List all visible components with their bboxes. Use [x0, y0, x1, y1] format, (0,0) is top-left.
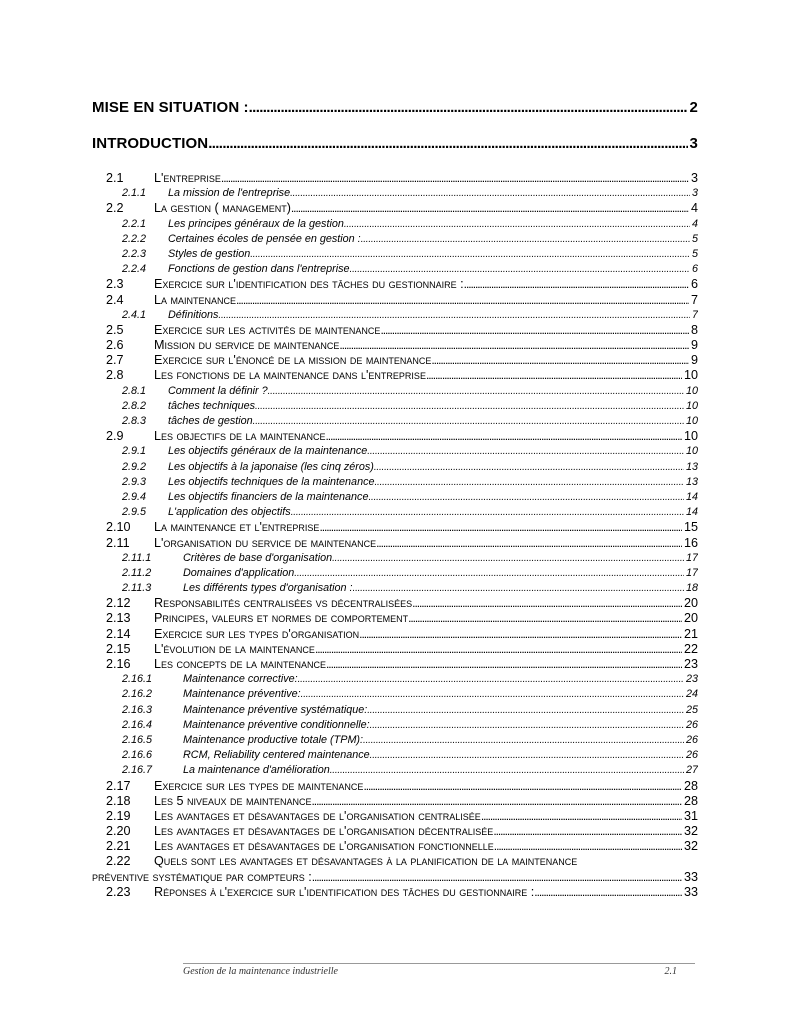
toc-entry-number: 2.16.6	[122, 749, 153, 762]
toc-leader-dots	[301, 687, 684, 702]
footer-page-number: 2.1	[664, 966, 677, 977]
toc-entry	[92, 794, 698, 809]
toc-entry-page: 32	[683, 824, 698, 839]
toc-leader-dots	[332, 551, 684, 566]
toc-subentry	[92, 308, 698, 323]
toc-leader-dots	[208, 135, 687, 152]
toc-entry-title: Les objectifs généraux de la maintenance	[168, 445, 368, 458]
toc-entry-title: Les objectifs financiers de la maintenance	[168, 490, 369, 503]
toc-entry-number: 2.9.2	[122, 460, 147, 473]
toc-leader-dots	[298, 672, 684, 687]
footer-title: Gestion de la maintenance industrielle	[183, 966, 338, 977]
toc-subentry	[92, 460, 698, 475]
toc-leader-dots	[344, 217, 690, 232]
toc-entry-page: 10	[685, 399, 698, 412]
toc-leader-dots	[374, 475, 684, 490]
toc-entry-top	[92, 135, 698, 159]
toc-entry	[92, 368, 698, 383]
toc-leader-dots	[339, 338, 689, 353]
toc-entry-title: Les avantages et désavantages de l'organisation décentralisée	[154, 824, 494, 839]
toc-entry-page: 26	[685, 749, 698, 762]
toc-subentry	[92, 748, 698, 763]
toc-entry-page: 20	[683, 611, 698, 626]
toc-entry-title: Comment la définir ?	[168, 384, 268, 397]
table-of-contents	[92, 96, 698, 900]
toc-entry-number: 2.9.1	[122, 445, 147, 458]
toc-entry-page: 17	[685, 551, 698, 564]
toc-entry-number: 2.9.3	[122, 475, 147, 488]
toc-leader-dots	[481, 809, 682, 824]
toc-entry-number: 2.9.5	[122, 506, 147, 519]
toc-entry-title: Les objectifs de la maintenance	[154, 429, 326, 444]
toc-entry	[92, 201, 698, 216]
toc-entry-page: 10	[685, 445, 698, 458]
toc-subentry	[92, 763, 698, 778]
toc-leader-dots	[370, 748, 684, 763]
toc-entry-number: 2.12	[106, 596, 131, 611]
toc-entry-page: 4	[690, 201, 698, 216]
toc-entry-title: tâches de gestion	[168, 415, 253, 427]
toc-leader-dots	[363, 733, 684, 748]
toc-entry-page: 18	[685, 582, 698, 595]
toc-entry-page: 10	[685, 415, 698, 427]
toc-entry	[92, 809, 698, 824]
toc-entry-number: 2.21	[106, 839, 131, 854]
toc-leader-dots	[236, 293, 689, 308]
toc-entry-title: Exercice sur l'identification des tâches du gestionnaire :	[154, 277, 464, 292]
toc-leader-dots	[315, 642, 682, 657]
toc-entry-number: 2.14	[106, 626, 131, 641]
toc-subentry	[92, 217, 698, 232]
toc-entry-page: 3	[689, 135, 698, 152]
toc-entry-number: 2.11.2	[122, 566, 152, 579]
toc-entry-page: 7	[691, 308, 698, 321]
toc-leader-dots	[255, 399, 684, 414]
toc-entry-page: 5	[691, 232, 698, 245]
toc-entry-number: 2.20	[106, 824, 131, 839]
toc-entry-number: 2.4	[106, 292, 124, 307]
toc-entry-page: 23	[683, 657, 698, 671]
toc-entry-title: La mission de l'entreprise	[168, 187, 291, 200]
toc-entry-page: 13	[685, 475, 698, 488]
toc-entry-number: 2.2.3	[122, 247, 147, 260]
toc-entry-page: 31	[683, 808, 698, 823]
toc-entry-number: 2.16.3	[122, 703, 153, 716]
toc-subentry	[92, 232, 698, 247]
toc-entry-title: L'évolution de la maintenance	[154, 641, 315, 656]
toc-entry-title: MISE EN SITUATION :	[92, 99, 249, 116]
toc-entry-title: Les avantages et désavantages de l'organisation centralisée	[154, 808, 481, 823]
toc-leader-dots	[319, 520, 682, 535]
toc-entry-page: 26	[685, 733, 698, 746]
toc-entry-page: 14	[685, 506, 698, 519]
toc-subentry	[92, 414, 698, 429]
toc-entry	[92, 596, 698, 611]
toc-subentry	[92, 566, 698, 581]
toc-leader-dots	[326, 657, 682, 672]
toc-entry-page: 33	[683, 869, 698, 884]
toc-entry-page: 15	[683, 520, 698, 535]
toc-entry	[92, 338, 698, 353]
toc-leader-dots	[290, 186, 690, 201]
toc-leader-dots	[249, 99, 688, 116]
toc-entry-page: 26	[685, 718, 698, 731]
toc-entry-number: 2.16.5	[122, 733, 153, 746]
toc-leader-dots	[367, 444, 684, 459]
toc-entry	[92, 353, 698, 368]
toc-entry	[92, 824, 698, 839]
toc-entry-page: 13	[685, 460, 698, 473]
toc-entry	[92, 627, 698, 642]
toc-entry-page: 3	[691, 187, 698, 200]
toc-entry-title: La gestion ( management)	[154, 201, 291, 216]
toc-entry-page: 6	[690, 277, 698, 292]
toc-entry-title: L'entreprise	[154, 171, 221, 185]
toc-entry	[92, 885, 698, 900]
toc-entry-number: 2.15	[106, 641, 131, 656]
toc-entry-title: Les 5 niveaux de maintenance	[154, 793, 312, 808]
toc-entry-number: 2.11	[106, 535, 130, 550]
toc-entry-number: 2.23	[106, 884, 131, 899]
toc-entry-title: Les principes généraux de la gestion	[168, 217, 344, 230]
toc-entry-title: Critères de base d'organisation	[183, 551, 333, 564]
toc-entry-title: Principes, valeurs et normes de comportement	[154, 611, 409, 626]
toc-entry-title: Maintenance préventive:	[183, 688, 301, 701]
toc-entry-title: Exercice sur les types d'organisation	[154, 626, 360, 641]
toc-entry-title: Maintenance corrective:	[183, 673, 298, 686]
toc-entry-number: 2.6	[106, 338, 124, 353]
toc-entry-title: Les objectifs techniques de la maintenance	[168, 475, 375, 488]
toc-leader-dots	[426, 368, 682, 383]
toc-entry-number: 2.10	[106, 520, 131, 535]
toc-leader-dots	[291, 505, 684, 520]
toc-entry-number: 2.18	[106, 793, 131, 808]
toc-entry-title: L'organisation du service de maintenance	[154, 535, 377, 550]
toc-entry-title: Les objectifs à la japonaise (les cinq zéros)	[168, 460, 374, 473]
toc-entry	[92, 839, 698, 854]
toc-leader-dots	[431, 353, 689, 368]
toc-leader-dots	[291, 201, 689, 216]
toc-leader-dots	[368, 490, 684, 505]
toc-entry-page: 9	[690, 353, 698, 368]
toc-entry-number: 2.16.1	[122, 673, 153, 686]
toc-entry-title: L'application des objectifs	[168, 506, 291, 519]
toc-entry-title: Les différents types d'organisation :	[183, 582, 353, 595]
toc-entry-title: Maintenance préventive conditionnelle:	[183, 718, 370, 731]
toc-entry	[92, 642, 698, 657]
toc-entry-number: 2.2.2	[122, 232, 147, 245]
toc-entry-number: 2.1.1	[122, 187, 147, 200]
toc-entry-number: 2.2.4	[122, 263, 147, 276]
toc-leader-dots	[464, 277, 689, 292]
toc-entry-page: 23	[685, 673, 698, 686]
toc-entry-page: 22	[683, 641, 698, 656]
toc-entry-title: Styles de gestion	[168, 247, 251, 260]
toc-leader-dots	[374, 460, 684, 475]
toc-entry-page: 20	[683, 596, 698, 611]
toc-leader-dots	[353, 581, 684, 596]
toc-entry-page: 27	[685, 764, 698, 777]
toc-subentry	[92, 186, 698, 201]
toc-entry-number: 2.2	[106, 201, 124, 216]
toc-entry-page: 10	[685, 384, 698, 397]
toc-leader-dots	[326, 429, 682, 444]
toc-entry-page: 8	[690, 322, 698, 337]
page-footer	[183, 963, 695, 977]
toc-leader-dots	[253, 414, 684, 429]
toc-entry-number: 2.5	[106, 322, 124, 337]
toc-entry-number: 2.2.1	[122, 217, 147, 230]
toc-entry	[92, 520, 698, 535]
toc-leader-dots	[370, 718, 684, 733]
toc-entry-title: Maintenance productive totale (TPM):	[183, 733, 364, 746]
toc-subentry	[92, 581, 698, 596]
toc-entry-title: La maintenance et l'entreprise	[154, 520, 320, 535]
toc-entry-title: INTRODUCTION	[92, 135, 209, 152]
toc-entry-page: 14	[685, 490, 698, 503]
toc-entry-title: Définitions	[168, 308, 219, 321]
toc-subentry	[92, 703, 698, 718]
toc-entry-page: 21	[683, 626, 698, 641]
toc-entry-page: 10	[683, 429, 698, 444]
toc-entry-title: Les fonctions de la maintenance dans l'entreprise	[154, 368, 426, 383]
toc-entry-page: 7	[690, 292, 698, 307]
toc-entry-number: 2.4.1	[122, 308, 147, 321]
toc-entry	[92, 779, 698, 794]
toc-leader-dots	[363, 779, 682, 794]
toc-leader-dots	[494, 839, 682, 854]
toc-entry-page: 28	[683, 793, 698, 808]
toc-entry	[92, 323, 698, 338]
toc-subentry	[92, 384, 698, 399]
toc-entry-title: Certaines écoles de pensée en gestion :	[168, 232, 361, 245]
toc-entry-title: La maintenance	[154, 292, 237, 307]
toc-entry-title: Domaines d'application	[183, 566, 295, 579]
toc-subentry	[92, 551, 698, 566]
toc-entry-number: 2.13	[106, 611, 131, 626]
toc-leader-dots	[250, 247, 690, 262]
toc-subentry	[92, 718, 698, 733]
toc-entry-number: 2.19	[106, 808, 131, 823]
toc-leader-dots	[359, 627, 682, 642]
toc-subentry	[92, 444, 698, 459]
toc-entry-number: 2.8.2	[122, 399, 147, 412]
toc-entry-page: 28	[683, 778, 698, 793]
toc-entry-page: 17	[685, 566, 698, 579]
toc-leader-dots	[350, 262, 690, 277]
toc-entry-number: 2.16.7	[122, 764, 153, 777]
toc-entry-page: 25	[685, 703, 698, 716]
toc-entry	[92, 293, 698, 308]
toc-entry-page: 5	[691, 247, 698, 260]
toc-leader-dots	[376, 536, 682, 551]
toc-entry-title: Les concepts de la maintenance	[154, 657, 327, 671]
toc-leader-dots	[312, 794, 682, 809]
toc-subentry	[92, 262, 698, 277]
toc-entry-number: 2.9.4	[122, 490, 147, 503]
toc-entry-page: 32	[683, 839, 698, 854]
toc-leader-dots	[367, 703, 684, 718]
toc-entry-page: 24	[685, 688, 698, 701]
toc-leader-dots	[218, 308, 690, 323]
toc-entry-title: Les avantages et désavantages de l'organisation fonctionnelle	[154, 839, 494, 854]
toc-entry-number: 2.16	[106, 657, 131, 671]
toc-entry-page: 6	[691, 263, 698, 276]
toc-entry-number: 2.22	[106, 854, 131, 869]
toc-entry	[92, 429, 698, 444]
toc-entry	[92, 657, 698, 672]
toc-leader-dots	[380, 323, 689, 338]
toc-entry-number: 2.3	[106, 277, 124, 292]
toc-leader-dots	[361, 232, 690, 247]
toc-entry-number: 2.7	[106, 353, 124, 368]
toc-entry-title: La maintenance d'amélioration	[183, 764, 330, 777]
toc-subentry	[92, 475, 698, 490]
toc-entry-page: 3	[690, 171, 698, 185]
toc-entry	[92, 536, 698, 551]
toc-entry-number: 2.16.2	[122, 688, 153, 701]
toc-entry-wrapped-line2	[92, 870, 698, 885]
toc-leader-dots	[330, 763, 684, 778]
toc-entry-page: 9	[690, 338, 698, 353]
toc-leader-dots	[312, 870, 682, 885]
toc-entry	[92, 171, 698, 186]
toc-subentry	[92, 505, 698, 520]
toc-entry-number: 2.8	[106, 368, 124, 383]
toc-entry-number: 2.11.1	[122, 551, 152, 564]
toc-entry-title: Réponses à l'exercice sur l'identification des tâches du gestionnaire :	[154, 884, 535, 899]
toc-entry-title: Exercice sur les types de maintenance	[154, 778, 364, 793]
toc-subentry	[92, 687, 698, 702]
toc-entry	[92, 611, 698, 626]
toc-entry-wrapped-line1	[92, 854, 698, 869]
toc-entry-page: 2	[689, 99, 698, 116]
toc-entry-title: Quels sont les avantages et désavantages à la planification de la maintenance	[154, 854, 578, 869]
toc-entry-page: 4	[691, 217, 698, 230]
toc-entry-title: tâches techniques	[168, 399, 256, 412]
toc-subentry	[92, 247, 698, 262]
toc-entry-number: 2.8.1	[122, 384, 147, 397]
toc-subentry	[92, 399, 698, 414]
toc-entry-number: 2.16.4	[122, 718, 153, 731]
toc-entry-title: Mission du service de maintenance	[154, 338, 340, 353]
toc-entry-page: 33	[683, 884, 698, 899]
toc-entry-top	[92, 99, 698, 123]
toc-entry-title: Responsabilités centralisées vs décentralisées	[154, 596, 413, 611]
toc-subentry	[92, 733, 698, 748]
toc-entry-number: 2.9	[106, 429, 124, 444]
toc-entry-number: 2.8.3	[122, 415, 147, 427]
toc-subentry	[92, 490, 698, 505]
toc-leader-dots	[493, 824, 682, 839]
toc-entry-page: 10	[683, 368, 698, 383]
toc-leader-dots	[412, 596, 682, 611]
toc-entry-title: Fonctions de gestion dans l'entreprise	[168, 263, 350, 276]
toc-entry-page: 16	[683, 535, 698, 550]
toc-entry-title: Maintenance préventive systématique:	[183, 703, 368, 716]
toc-leader-dots	[221, 171, 689, 186]
toc-entry-title: Exercice sur les activités de maintenance	[154, 322, 381, 337]
toc-subentry	[92, 672, 698, 687]
toc-entry-title-cont: préventive systématique par compteurs :	[92, 869, 312, 884]
toc-entry-number: 2.11.3	[122, 582, 152, 595]
toc-entry-number: 2.1	[106, 171, 124, 185]
toc-entry-title: RCM, Reliability centered maintenance	[183, 749, 370, 762]
toc-entry-number: 2.17	[106, 778, 131, 793]
toc-leader-dots	[294, 566, 684, 581]
toc-entry-title: Exercice sur l'énoncé de la mission de maintenance	[154, 353, 432, 368]
toc-leader-dots	[534, 885, 682, 900]
toc-leader-dots	[268, 384, 684, 399]
toc-leader-dots	[408, 611, 682, 626]
toc-entry	[92, 277, 698, 292]
